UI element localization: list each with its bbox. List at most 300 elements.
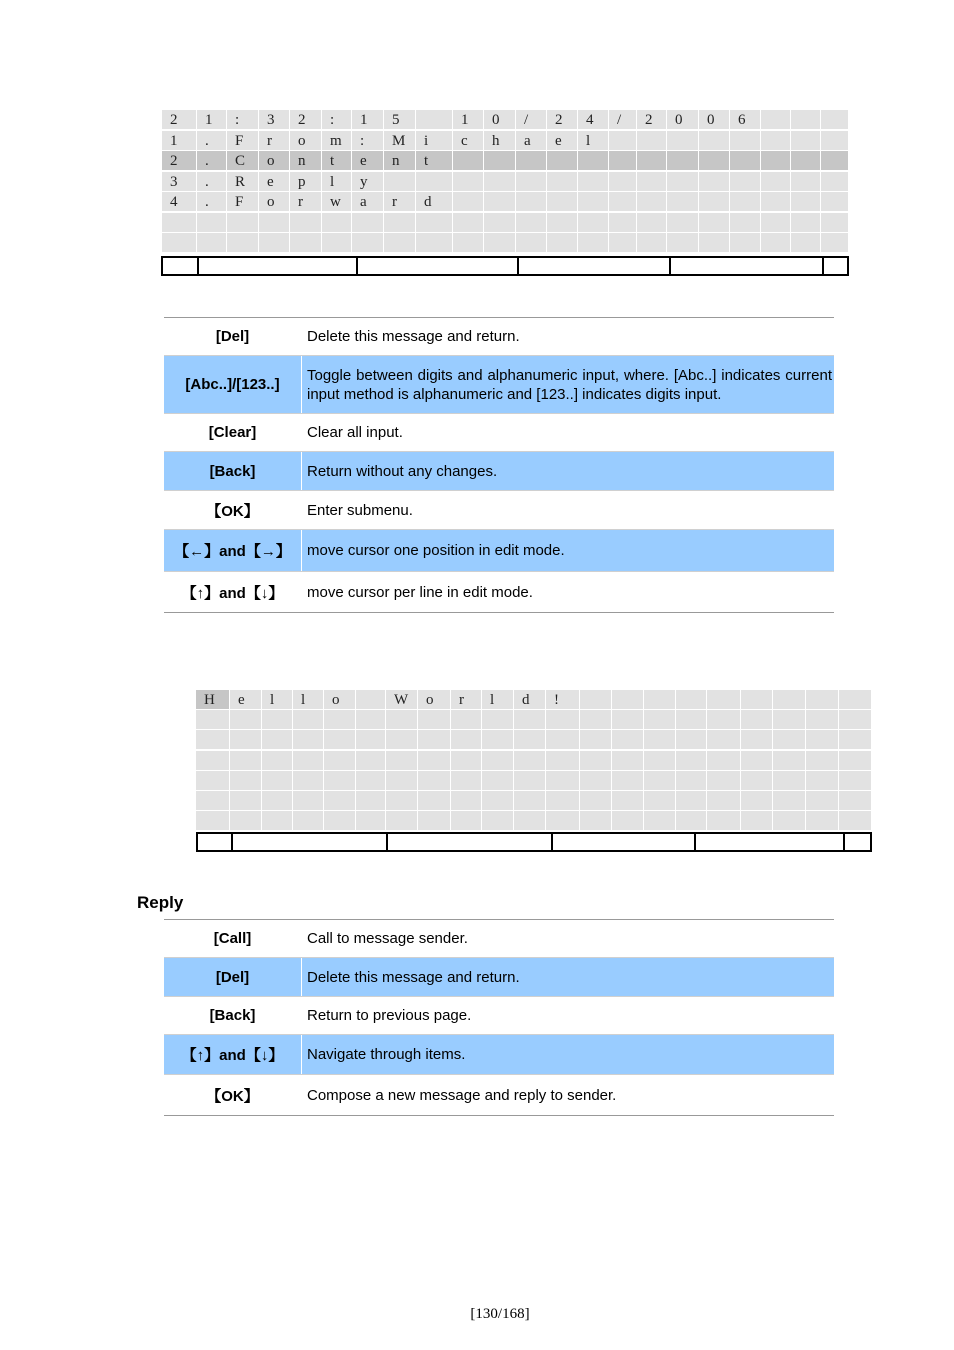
screen-cell <box>293 811 324 831</box>
screen-cell <box>453 151 484 171</box>
screen-cell <box>418 791 451 811</box>
screen-cell: 1 <box>352 110 384 130</box>
screen-cell <box>262 730 293 750</box>
screen-cell <box>324 710 356 730</box>
screen-cell: 2 <box>162 151 197 171</box>
screen-cell <box>514 751 546 771</box>
screen-cell <box>416 172 453 192</box>
screen-cell <box>324 811 356 831</box>
screen-cell <box>707 751 741 771</box>
screen-cell <box>730 233 761 253</box>
screen-cell <box>356 690 386 710</box>
screen-cell <box>546 771 580 791</box>
screen-cell: : <box>352 131 384 151</box>
screen-cell <box>516 233 547 253</box>
screen-cell <box>196 751 230 771</box>
key-row <box>164 958 834 997</box>
screen-cell: o <box>259 151 290 171</box>
screen-cell <box>773 710 806 730</box>
screen-cell: o <box>259 192 290 212</box>
screen-cell: M <box>384 131 416 151</box>
key-row <box>164 318 834 356</box>
key-row <box>164 491 834 530</box>
key-name: [Del] <box>164 318 302 355</box>
screen-cell <box>356 791 386 811</box>
key-description: Return to previous page. <box>307 1007 472 1024</box>
screen-cell <box>197 233 227 253</box>
screen-row <box>161 233 849 253</box>
key-name: 【OK】 <box>164 491 302 529</box>
screen-cell <box>773 751 806 771</box>
screen-cell <box>741 791 773 811</box>
screen-cell <box>609 131 637 151</box>
screen-cell <box>451 730 482 750</box>
screen-cell <box>356 751 386 771</box>
screen-cell <box>580 811 612 831</box>
screen-cell <box>676 771 707 791</box>
screen-cell <box>741 710 773 730</box>
key-description: Clear all input. <box>307 424 403 441</box>
key-description: Return without any changes. <box>307 462 498 480</box>
screen-cell <box>293 751 324 771</box>
screen-cell <box>612 710 644 730</box>
key-description: Toggle between digits and alphanumeric input, where. [Abc..] indicates current input method is alphanumeric and [123..] indicates digits input. <box>307 366 832 403</box>
screen-cell <box>637 131 667 151</box>
screen-cell: h <box>484 131 516 151</box>
screen-cell <box>484 172 516 192</box>
screen-cell <box>773 771 806 791</box>
key-name: [Abc..]/[123..] <box>164 356 302 413</box>
screen-cell <box>644 791 676 811</box>
screen-cell: l <box>482 690 514 710</box>
screen-cell <box>667 131 699 151</box>
screen-cell <box>676 710 707 730</box>
screen-cell <box>806 690 839 710</box>
screen-cell: 0 <box>699 110 730 130</box>
screen-cell <box>578 172 609 192</box>
screen-cell <box>227 233 259 253</box>
screen-cell <box>546 730 580 750</box>
screen-row <box>161 192 849 212</box>
screen-cell <box>761 172 791 192</box>
screen-cell <box>644 710 676 730</box>
screen-cell <box>761 131 791 151</box>
screen-cell: 1 <box>453 110 484 130</box>
screen-cell: 2 <box>162 110 197 130</box>
screen-cell <box>324 771 356 791</box>
screen-cell <box>484 233 516 253</box>
screen-cell: l <box>262 690 293 710</box>
screen-cell <box>667 192 699 212</box>
screen-cell: 1 <box>162 131 197 151</box>
message-menu-screen <box>161 110 849 278</box>
screen-cell <box>612 730 644 750</box>
screen-row <box>196 730 872 750</box>
screen-cell: e <box>230 690 262 710</box>
screen-cell <box>453 213 484 233</box>
screen-cell <box>547 233 578 253</box>
screen-cell <box>676 751 707 771</box>
screen-cell <box>356 710 386 730</box>
screen-cell <box>637 192 667 212</box>
screen-cell <box>386 710 418 730</box>
screen-cell <box>293 730 324 750</box>
screen-cell <box>612 751 644 771</box>
screen-cell <box>356 811 386 831</box>
screen-cell <box>839 771 872 791</box>
screen-cell: d <box>416 192 453 212</box>
screen-cell: W <box>386 690 418 710</box>
screen-cell <box>761 233 791 253</box>
screen-cell <box>418 710 451 730</box>
screen-cell <box>791 172 821 192</box>
screen-cell <box>514 811 546 831</box>
screen-cell: o <box>324 690 356 710</box>
screen-cell <box>451 710 482 730</box>
screen-cell <box>322 233 352 253</box>
key-description: Delete this message and return. <box>307 968 520 986</box>
screen-cell <box>453 192 484 212</box>
screen-cell <box>667 213 699 233</box>
screen-cell <box>516 213 547 233</box>
screen-cell <box>418 771 451 791</box>
screen-cell <box>637 233 667 253</box>
screen-cell <box>514 710 546 730</box>
screen-cell <box>609 172 637 192</box>
screen-cell <box>546 811 580 831</box>
screen-cell <box>580 730 612 750</box>
screen-cell <box>609 233 637 253</box>
key-row <box>164 1035 834 1075</box>
screen-cell: 4 <box>162 192 197 212</box>
screen-cell <box>730 131 761 151</box>
screen-cell <box>516 151 547 171</box>
key-row <box>164 452 834 491</box>
softkey-divider <box>198 834 845 850</box>
screen-cell <box>482 710 514 730</box>
screen-cell <box>773 690 806 710</box>
screen-cell <box>773 791 806 811</box>
screen-cell: a <box>516 131 547 151</box>
screen-cell <box>741 690 773 710</box>
screen-cell <box>761 151 791 171</box>
screen-cell <box>451 791 482 811</box>
screen-cell: 1 <box>197 110 227 130</box>
screen-cell <box>644 751 676 771</box>
screen-cell: r <box>259 131 290 151</box>
screen-cell: . <box>197 192 227 212</box>
screen-cell <box>451 771 482 791</box>
screen-cell <box>352 233 384 253</box>
screen-cell <box>761 110 791 130</box>
screen-cell <box>451 811 482 831</box>
key-name: [Call] <box>164 920 302 957</box>
key-row <box>164 530 834 572</box>
screen-cell <box>262 710 293 730</box>
screen-cell <box>699 233 730 253</box>
screen-cell: r <box>384 192 416 212</box>
screen-cell <box>482 751 514 771</box>
screen-cell <box>839 730 872 750</box>
screen-cell <box>839 791 872 811</box>
screen-cell: 2 <box>637 110 667 130</box>
screen-cell: 2 <box>290 110 322 130</box>
screen-cell <box>578 233 609 253</box>
screen-cell <box>676 690 707 710</box>
screen-cell <box>791 110 821 130</box>
screen-cell <box>547 172 578 192</box>
key-description: Enter submenu. <box>307 501 413 519</box>
screen-cell <box>482 730 514 750</box>
screen-cell <box>741 771 773 791</box>
screen-cell <box>227 213 259 233</box>
screen-cell <box>386 730 418 750</box>
screen-cell: l <box>293 690 324 710</box>
screen-cell: y <box>352 172 384 192</box>
screen-cell <box>644 771 676 791</box>
screen-cell <box>773 730 806 750</box>
key-row <box>164 997 834 1035</box>
screen-cell <box>667 151 699 171</box>
screen-cell <box>259 213 290 233</box>
screen-cell: c <box>453 131 484 151</box>
screen-cell <box>730 192 761 212</box>
screen-cell <box>322 213 352 233</box>
screen-cell <box>707 771 741 791</box>
screen-cell <box>262 751 293 771</box>
screen-cell <box>791 233 821 253</box>
screen-cell: 3 <box>162 172 197 192</box>
screen-cell: 6 <box>730 110 761 130</box>
screen-cell: l <box>578 131 609 151</box>
screen-cell <box>839 811 872 831</box>
screen-cell <box>580 751 612 771</box>
screen-cell <box>821 110 849 130</box>
screen-cell <box>262 811 293 831</box>
key-row <box>164 414 834 452</box>
screen-cell: l <box>322 172 352 192</box>
screen-row <box>196 690 872 710</box>
screen-cell <box>484 151 516 171</box>
screen-cell: n <box>290 151 322 171</box>
screen-row <box>196 791 872 811</box>
screen-cell: ! <box>546 690 580 710</box>
screen-cell <box>580 791 612 811</box>
screen-row <box>161 151 849 171</box>
screen-cell <box>386 791 418 811</box>
screen-cell <box>230 791 262 811</box>
screen-cell <box>707 791 741 811</box>
screen-cell: r <box>290 192 322 212</box>
screen-cell <box>516 172 547 192</box>
screen-cell: 2 <box>547 110 578 130</box>
screen-cell <box>386 771 418 791</box>
screen-cell <box>293 771 324 791</box>
screen-cell: . <box>197 172 227 192</box>
softkey-divider <box>163 258 824 274</box>
screen-cell <box>839 751 872 771</box>
screen-cell <box>699 151 730 171</box>
key-name: 【←】and【→】 <box>164 530 302 571</box>
key-name: [Del] <box>164 958 302 996</box>
screen-cell <box>839 690 872 710</box>
screen-cell <box>230 710 262 730</box>
screen-cell <box>791 131 821 151</box>
screen-cell <box>773 811 806 831</box>
key-description: Navigate through items. <box>307 1046 466 1063</box>
screen-cell: a <box>352 192 384 212</box>
screen-row <box>196 751 872 771</box>
screen-cell <box>699 131 730 151</box>
screen-cell <box>453 233 484 253</box>
screen-cell <box>707 730 741 750</box>
screen-cell <box>384 233 416 253</box>
screen-cell <box>516 192 547 212</box>
screen-cell <box>806 771 839 791</box>
screen-cell <box>384 213 416 233</box>
screen-cell <box>791 213 821 233</box>
screen-cell: t <box>416 151 453 171</box>
screen-cell <box>839 710 872 730</box>
screen-row <box>161 110 849 130</box>
screen-cell <box>741 730 773 750</box>
screen-cell <box>578 213 609 233</box>
softkey-bar <box>196 832 872 852</box>
screen-cell <box>707 811 741 831</box>
screen-cell <box>196 730 230 750</box>
softkey-bar <box>161 256 849 276</box>
screen-cell: 4 <box>578 110 609 130</box>
screen-cell <box>580 771 612 791</box>
screen-cell <box>806 730 839 750</box>
screen-cell <box>699 213 730 233</box>
screen-cell <box>324 730 356 750</box>
screen-cell <box>162 233 197 253</box>
screen-cell <box>609 213 637 233</box>
screen-cell <box>707 710 741 730</box>
key-row <box>164 1075 834 1115</box>
screen-cell: o <box>418 690 451 710</box>
screen-cell <box>293 710 324 730</box>
screen-cell <box>821 233 849 253</box>
edit-text-screen <box>196 690 872 855</box>
screen-row <box>161 131 849 151</box>
screen-cell <box>293 791 324 811</box>
screen-cell <box>821 151 849 171</box>
screen-cell <box>196 811 230 831</box>
screen-cell <box>609 192 637 212</box>
screen-cell: e <box>352 151 384 171</box>
screen-cell <box>230 730 262 750</box>
screen-cell <box>612 690 644 710</box>
screen-cell <box>546 791 580 811</box>
screen-cell <box>197 213 227 233</box>
key-name: [Back] <box>164 452 302 490</box>
key-description: move cursor per line in edit mode. <box>307 583 533 601</box>
key-name: 【↑】and【↓】 <box>164 572 302 612</box>
screen-cell <box>667 172 699 192</box>
screen-cell <box>418 751 451 771</box>
key-description: move cursor one position in edit mode. <box>307 542 565 559</box>
screen-cell: r <box>451 690 482 710</box>
screen-cell: e <box>547 131 578 151</box>
screen-cell: . <box>197 131 227 151</box>
screen-cell <box>547 151 578 171</box>
screen-cell <box>453 172 484 192</box>
screen-cell <box>451 751 482 771</box>
screen-cell <box>416 233 453 253</box>
screen-cell <box>699 192 730 212</box>
screen-cell: . <box>197 151 227 171</box>
screen-cell <box>609 151 637 171</box>
screen-cell <box>676 811 707 831</box>
screen-cell <box>259 233 290 253</box>
key-description: Call to message sender. <box>307 930 468 947</box>
screen-row <box>161 213 849 233</box>
screen-cell <box>578 192 609 212</box>
screen-cell <box>578 151 609 171</box>
screen-cell <box>741 751 773 771</box>
key-name: [Back] <box>164 997 302 1034</box>
edit-keys-table <box>164 317 834 613</box>
key-name: 【↑】and【↓】 <box>164 1035 302 1074</box>
screen-cell <box>667 233 699 253</box>
screen-row <box>196 710 872 730</box>
screen-cell <box>290 233 322 253</box>
screen-cell <box>324 791 356 811</box>
screen-cell <box>791 151 821 171</box>
screen-cell: C <box>227 151 259 171</box>
screen-cell <box>416 110 453 130</box>
screen-cell <box>386 811 418 831</box>
screen-cell <box>699 172 730 192</box>
screen-cell <box>806 811 839 831</box>
screen-cell <box>791 192 821 212</box>
screen-cell <box>676 730 707 750</box>
screen-cell <box>416 213 453 233</box>
screen-cell <box>482 791 514 811</box>
screen-cell <box>230 751 262 771</box>
screen-cell <box>324 751 356 771</box>
key-row <box>164 572 834 612</box>
screen-cell <box>230 811 262 831</box>
screen-cell: : <box>227 110 259 130</box>
screen-cell <box>821 172 849 192</box>
screen-row <box>196 811 872 831</box>
screen-cell <box>262 791 293 811</box>
screen-cell <box>546 710 580 730</box>
screen-cell <box>514 791 546 811</box>
screen-cell <box>162 213 197 233</box>
screen-cell <box>482 771 514 791</box>
screen-cell <box>761 213 791 233</box>
screen-cell <box>761 192 791 212</box>
screen-cell: m <box>322 131 352 151</box>
screen-cell <box>352 213 384 233</box>
screen-cell <box>612 771 644 791</box>
screen-cell <box>730 151 761 171</box>
screen-cell <box>196 791 230 811</box>
screen-cell <box>730 172 761 192</box>
screen-cell <box>262 771 293 791</box>
reply-keys-table <box>164 919 834 1116</box>
screen-cell: : <box>322 110 352 130</box>
screen-cell: R <box>227 172 259 192</box>
screen-cell: H <box>196 690 230 710</box>
key-row <box>164 920 834 958</box>
screen-cell <box>612 811 644 831</box>
screen-cell <box>356 771 386 791</box>
